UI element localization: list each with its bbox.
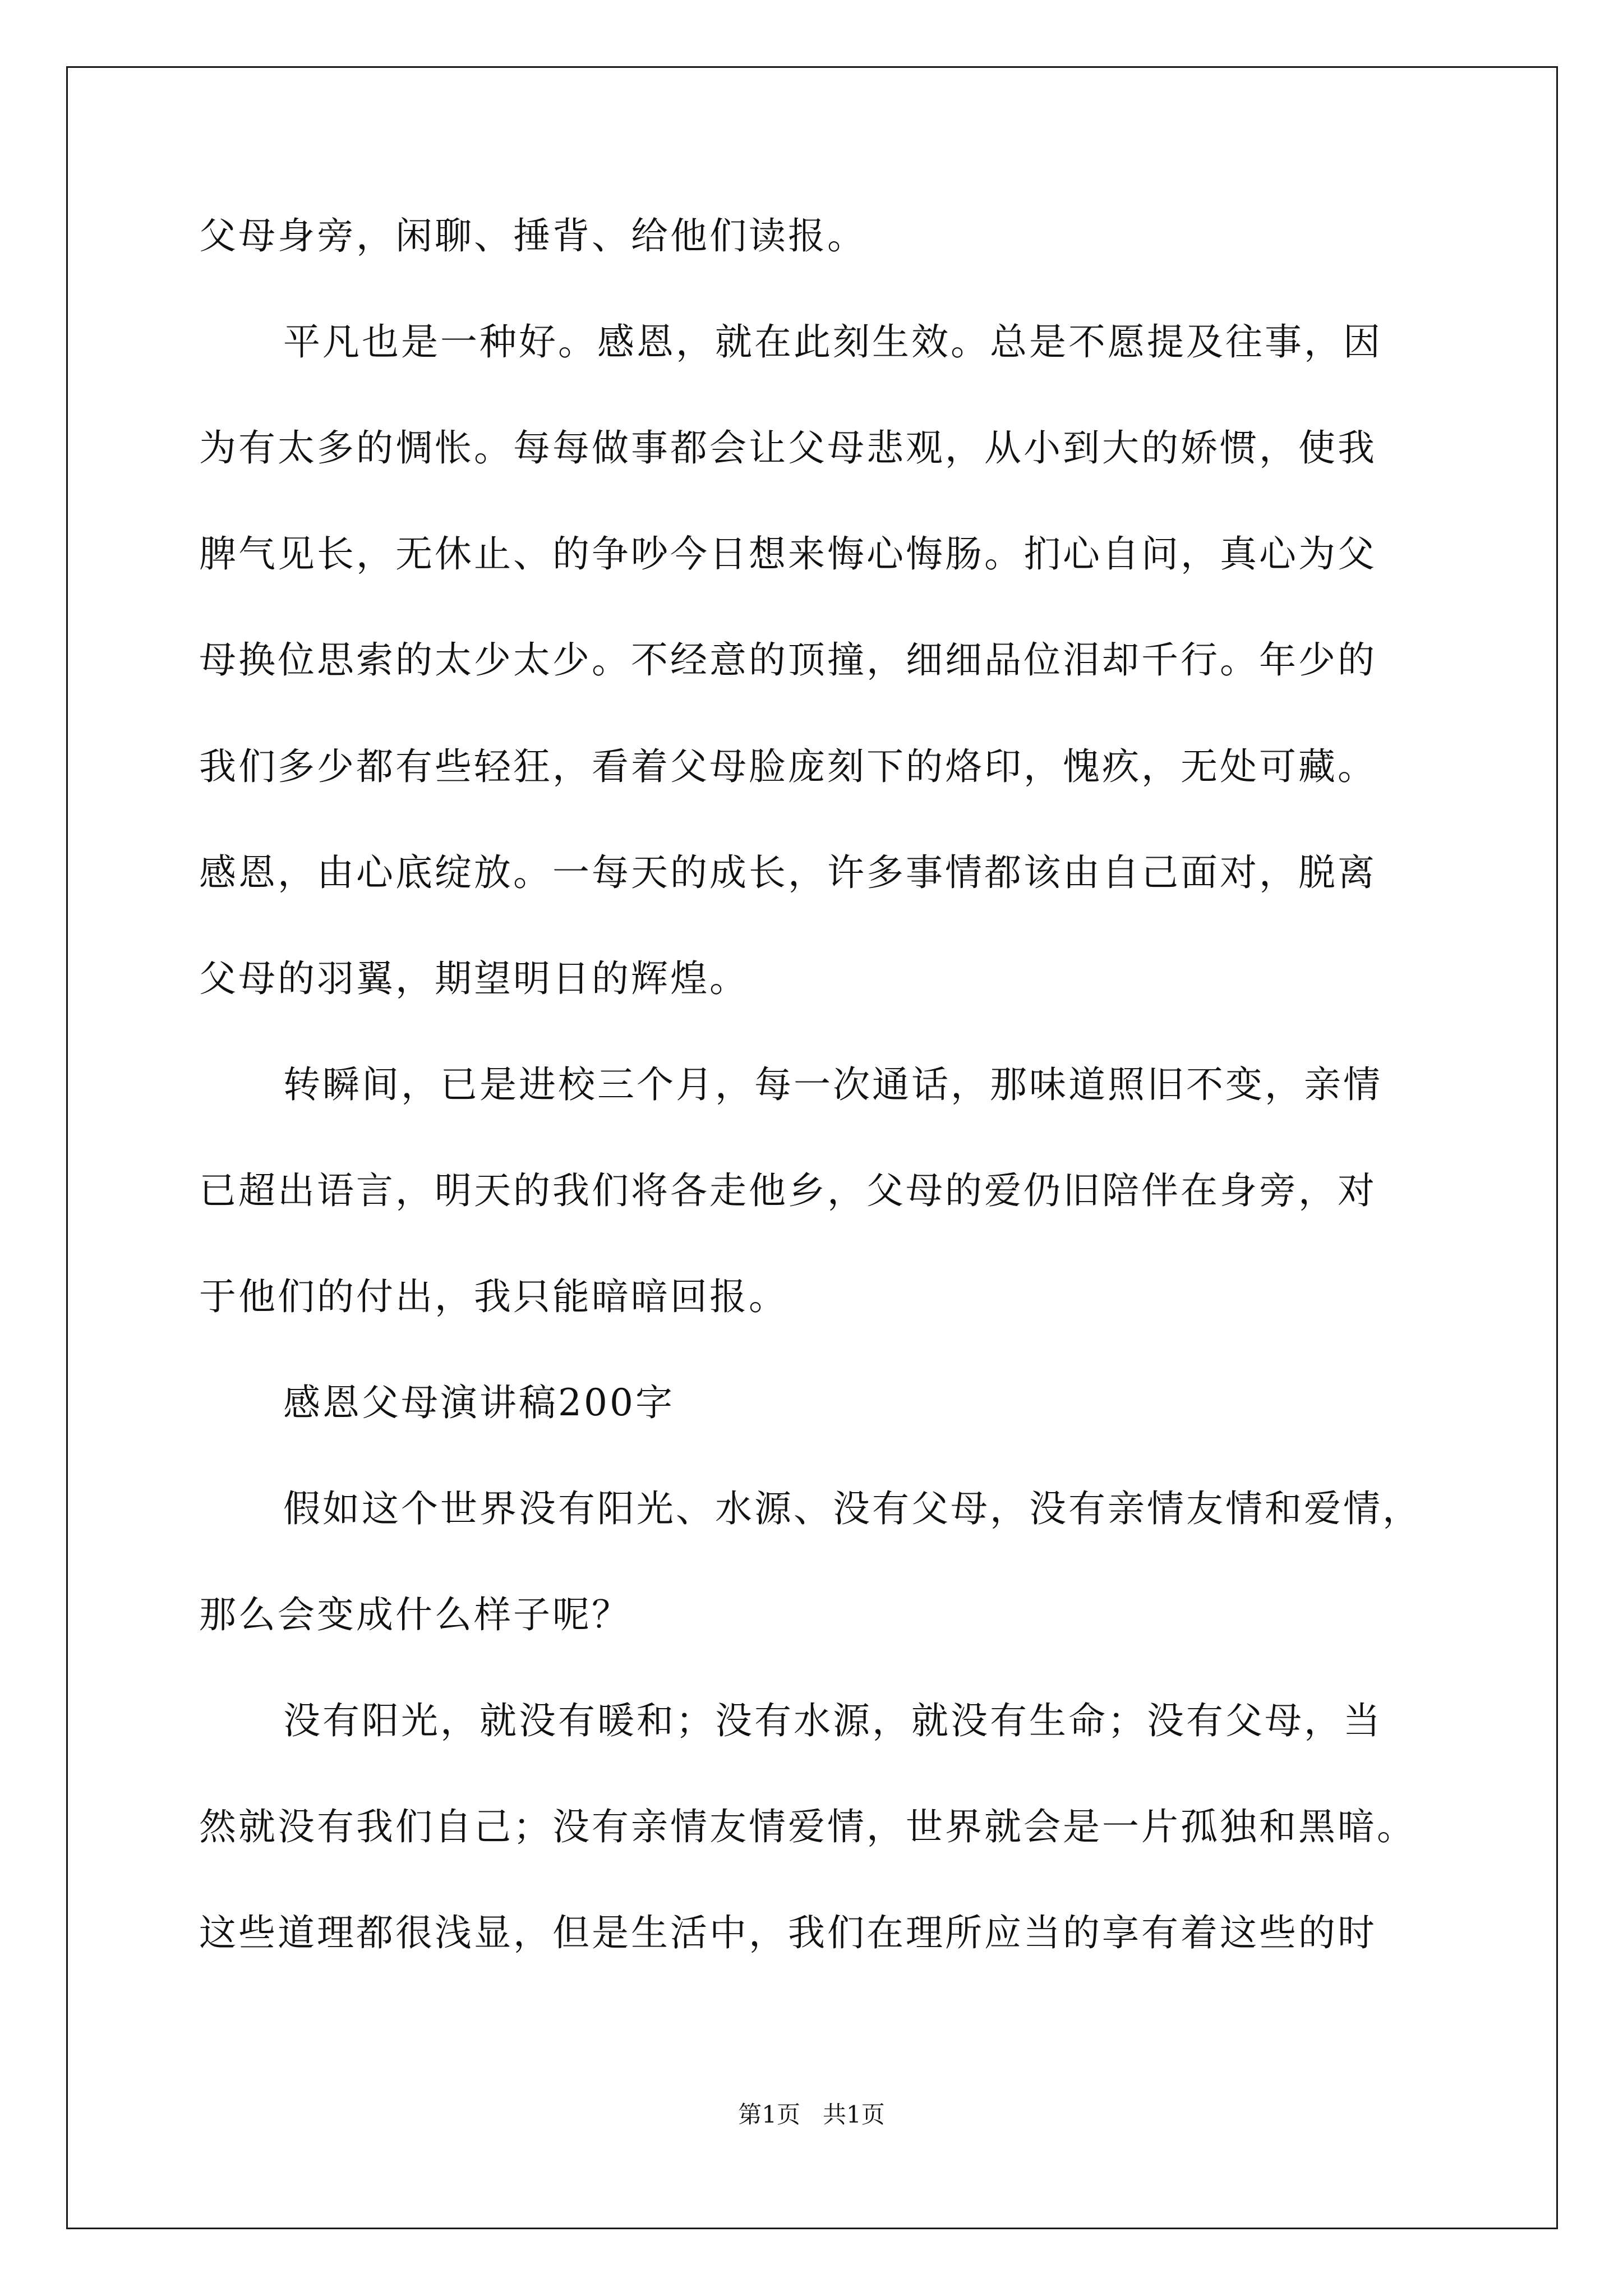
page-footer: 第1页 共1页	[738, 2101, 885, 2128]
text-line: 没有阳光，就没有暖和；没有水源，就没有生命；没有父母，当	[283, 1699, 1382, 1742]
text-line: 平凡也是一种好。感恩，就在此刻生效。总是不愿提及往事，因	[283, 320, 1382, 364]
text-line: 假如这个世界没有阳光、水源、没有父母，没有亲情友情和爱情，	[283, 1487, 1422, 1530]
text-line: 脾气见长，无休止、的争吵今日想来悔心悔肠。扪心自问，真心为父	[199, 532, 1377, 576]
text-line: 于他们的付出，我只能暗暗回报。	[199, 1275, 788, 1318]
text-line: 父母身旁，闲聊、捶背、给他们读报。	[199, 214, 866, 257]
page-border	[66, 66, 1558, 2229]
text-line: 这些道理都很浅显，但是生活中，我们在理所应当的享有着这些的时	[199, 1911, 1377, 1954]
text-line: 那么会变成什么样子呢？	[199, 1593, 631, 1636]
text-line: 已超出语言，明天的我们将各走他乡，父母的爱仍旧陪伴在身旁，对	[199, 1169, 1377, 1212]
text-line: 父母的羽翼，期望明日的辉煌。	[199, 957, 749, 1000]
text-line: 为有太多的惆怅。每每做事都会让父母悲观，从小到大的娇惯，使我	[199, 426, 1377, 470]
section-heading: 感恩父母演讲稿200字	[283, 1381, 675, 1424]
text-line: 转瞬间，已是进校三个月，每一次通话，那味道照旧不变，亲情	[283, 1063, 1382, 1106]
text-line: 感恩，由心底绽放。一每天的成长，许多事情都该由自己面对，脱离	[199, 851, 1377, 894]
text-line: 我们多少都有些轻狂，看着父母脸庞刻下的烙印，愧疚，无处可藏。	[199, 745, 1377, 788]
text-line: 然就没有我们自己；没有亲情友情爱情，世界就会是一片孤独和黑暗。	[199, 1805, 1416, 1848]
text-line: 母换位思索的太少太少。不经意的顶撞，细细品位泪却千行。年少的	[199, 638, 1377, 682]
